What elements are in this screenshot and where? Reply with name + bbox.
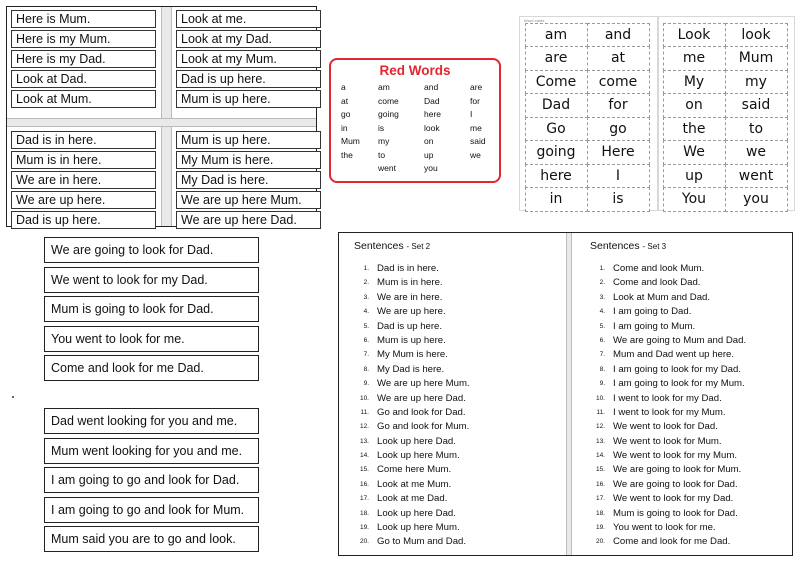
word-card: up	[663, 164, 726, 189]
sentence-strip: My Mum is here.	[176, 151, 321, 169]
sentence-text: My Dad is here.	[377, 363, 445, 375]
sentence-item	[355, 262, 470, 276]
sentence-text: Look up here Dad.	[377, 507, 456, 519]
sentence-number: 17.	[595, 495, 605, 503]
long-sentence-strip: Mum is going to look for Dad.	[44, 296, 259, 322]
sentence-number: 7.	[363, 351, 369, 359]
sentence-text: Look up here Dad.	[377, 435, 456, 447]
long-sentence-strip: Mum went looking for you and me.	[44, 438, 259, 464]
sentence-item	[355, 348, 470, 362]
red-word: is	[378, 122, 385, 133]
word-card: go	[587, 117, 650, 142]
sentence-item	[591, 406, 746, 420]
sentence-text: Come and look Dad.	[613, 277, 701, 289]
sentence-number: 10.	[595, 394, 605, 402]
sentence-number: 16.	[359, 480, 369, 488]
sentence-number: 14.	[595, 452, 605, 460]
red-word: said	[470, 136, 486, 146]
word-card: went	[725, 164, 788, 189]
red-word: we	[470, 149, 481, 160]
sentence-item	[355, 478, 470, 492]
sentence-number: 19.	[359, 524, 369, 532]
sentence-text: Mum is in here.	[377, 277, 443, 289]
word-card: for	[587, 93, 650, 118]
sentence-text: Look at me Mum.	[377, 478, 452, 490]
red-words-grid	[341, 82, 496, 177]
word-card: look	[725, 23, 788, 48]
long-sentence-strip: I am going to go and look for Dad.	[44, 467, 259, 493]
word-card: to	[725, 117, 788, 142]
sentence-text: Go and look for Mum.	[377, 421, 470, 433]
word-card: my	[725, 70, 788, 95]
sentence-text: I am going to Mum.	[613, 320, 696, 332]
red-word: look	[424, 122, 440, 133]
sentence-item	[355, 334, 470, 348]
sentence-item	[355, 276, 470, 290]
sentence-text: Mum is going to look for Dad.	[613, 507, 738, 519]
sentence-item	[355, 521, 470, 535]
sentence-item	[355, 420, 470, 434]
red-word	[341, 163, 378, 177]
sentences-set3-list	[591, 262, 746, 550]
sentence-text: My Mum is here.	[377, 349, 448, 361]
sentence-text: We went to look for Dad.	[613, 421, 718, 433]
sentence-item	[355, 392, 470, 406]
word-card: come	[587, 70, 650, 95]
sentence-number: 15.	[595, 466, 605, 474]
sheet-gutter-vertical	[161, 7, 172, 226]
sentence-text: Look up here Mum.	[377, 450, 460, 462]
sentence-text: I went to look for my Dad.	[613, 392, 722, 404]
sentence-item	[355, 363, 470, 377]
sentence-strip: Dad is up here.	[11, 211, 156, 229]
sentence-item	[591, 392, 746, 406]
long-sentence-strip: I am going to go and look for Mum.	[44, 497, 259, 523]
sentence-text: Come and look Mum.	[613, 263, 705, 274]
sentence-item	[355, 291, 470, 305]
red-word: for	[470, 95, 480, 106]
red-word: went	[378, 163, 396, 173]
sentence-item	[591, 334, 746, 348]
sentence-item	[355, 535, 470, 549]
red-word: up	[424, 149, 434, 160]
red-word: at	[341, 95, 349, 106]
sentence-number: 18.	[359, 509, 369, 517]
sentence-text: Dad is up here.	[377, 320, 443, 332]
sentence-item	[591, 463, 746, 477]
sentence-number: 9.	[599, 380, 605, 388]
sentence-number: 2.	[363, 279, 369, 287]
sentence-number: 3.	[599, 293, 605, 301]
sentence-text: Go to Mum and Dad.	[377, 536, 467, 548]
sentence-number: 15.	[359, 466, 369, 474]
sentence-item	[591, 521, 746, 535]
sentence-number: 5.	[363, 322, 369, 330]
sentence-number: 6.	[363, 336, 369, 344]
sentence-number: 12.	[359, 423, 369, 431]
sentence-strip: Mum is up here.	[176, 131, 321, 149]
red-word: me	[470, 122, 482, 133]
sentence-strip: Dad is up here.	[176, 70, 321, 88]
sentence-text: We are up here Dad.	[377, 392, 466, 404]
sentence-strip: Mum is in here.	[11, 151, 156, 169]
red-word: to	[378, 149, 386, 160]
sentence-text: We are going to look for Dad.	[613, 478, 738, 490]
long-sentence-strip: We are going to look for Dad.	[44, 237, 259, 263]
sentence-strip: Mum is up here.	[176, 90, 321, 108]
long-sentence-strip: We went to look for my Dad.	[44, 267, 259, 293]
sentence-number: 5.	[599, 322, 605, 330]
word-card: Here	[587, 140, 650, 165]
sentence-strip: Here is my Dad.	[11, 50, 156, 68]
sentence-text: Look at me Dad.	[377, 493, 448, 505]
sentence-number: 13.	[359, 437, 369, 445]
red-words-card	[329, 58, 501, 183]
long-sentence-strip: Come and look for me Dad.	[44, 355, 259, 381]
long-sentence-strip: You went to look for me.	[44, 326, 259, 352]
sentence-item	[591, 535, 746, 549]
word-card: and	[587, 23, 650, 48]
word-card: you	[725, 187, 788, 212]
stray-mark	[12, 396, 14, 398]
word-cards-sheet-1	[519, 16, 658, 211]
sentence-number: 1.	[363, 265, 369, 272]
word-card: You	[663, 187, 726, 212]
sentence-number: 20.	[359, 538, 369, 546]
sentence-number: 11.	[596, 408, 605, 416]
sentence-strip: Look at Mum.	[11, 90, 156, 108]
sheet-gutter-horizontal	[7, 118, 316, 127]
sentence-item	[355, 449, 470, 463]
word-card: on	[663, 93, 726, 118]
sentence-number: 9.	[363, 380, 369, 388]
word-card: I	[587, 164, 650, 189]
sentence-item	[355, 463, 470, 477]
sentence-item	[355, 435, 470, 449]
set2-title: Sentences	[354, 240, 404, 252]
sentence-text: Look at Mum and Dad.	[613, 291, 711, 303]
sentence-number: 17.	[359, 495, 369, 503]
sentence-strip: Here is my Mum.	[11, 30, 156, 48]
sentence-text: We are up here.	[377, 306, 446, 318]
sentence-item	[591, 449, 746, 463]
sentence-text: We went to look for my Mum.	[613, 450, 738, 462]
word-card: in	[525, 187, 588, 212]
word-cards-label: Word cards	[524, 18, 545, 23]
word-card: here	[525, 164, 588, 189]
sentence-item	[355, 377, 470, 391]
sentence-item	[355, 507, 470, 521]
word-card: Mum	[725, 46, 788, 71]
sentence-number: 13.	[595, 437, 605, 445]
sentence-number: 4.	[599, 308, 605, 316]
word-card: me	[663, 46, 726, 71]
set3-label: - Set 3	[642, 242, 667, 251]
sentences-set2-list	[355, 262, 470, 550]
word-card: We	[663, 140, 726, 165]
sentence-item	[591, 291, 746, 305]
sentence-text: Mum is up here.	[377, 334, 446, 346]
set3-title: Sentences	[590, 240, 640, 252]
word-card: My	[663, 70, 726, 95]
red-word	[470, 163, 496, 177]
sentence-text: You went to look for me.	[613, 522, 716, 534]
sentence-text: Come here Mum.	[377, 464, 452, 476]
sentence-text: We are going to Mum and Dad.	[613, 334, 747, 346]
red-word: my	[378, 136, 390, 146]
word-card: the	[663, 117, 726, 142]
sentence-item	[591, 492, 746, 506]
word-card: Go	[525, 117, 588, 142]
word-card: at	[587, 46, 650, 71]
sentence-number: 2.	[599, 279, 605, 287]
sentence-item	[591, 348, 746, 362]
word-card: are	[525, 46, 588, 71]
sentences-set3-heading	[590, 240, 666, 252]
sentence-item	[355, 320, 470, 334]
sentence-strip-sheet	[6, 6, 317, 227]
sentence-item	[591, 305, 746, 319]
red-word: Mum	[341, 136, 360, 146]
sentence-number: 12.	[595, 423, 605, 431]
sentence-number: 19.	[595, 524, 605, 532]
word-card: am	[525, 23, 588, 48]
sentence-item	[591, 262, 746, 276]
red-word: going	[378, 109, 399, 119]
sentence-number: 18.	[595, 509, 605, 517]
red-word: here	[424, 109, 442, 119]
sentence-item	[591, 435, 746, 449]
sentence-strip: We are up here Dad.	[176, 211, 321, 229]
sentence-text: We went to look for my Dad.	[613, 493, 734, 505]
sentence-number: 3.	[363, 293, 369, 301]
sentences-sheet	[338, 232, 793, 556]
sentence-item	[591, 420, 746, 434]
sentence-text: We are going to look for Mum.	[613, 464, 742, 476]
sentence-item	[591, 377, 746, 391]
red-word: I	[470, 109, 473, 119]
word-card: going	[525, 140, 588, 165]
sentence-item	[591, 363, 746, 377]
sentence-number: 7.	[599, 351, 605, 359]
red-word: come	[378, 95, 399, 106]
long-sentence-strip: Mum said you are to go and look.	[44, 526, 259, 552]
word-card: Look	[663, 23, 726, 48]
sentence-text: Come and look for me Dad.	[613, 536, 731, 548]
sentence-number: 4.	[363, 308, 369, 316]
sentence-item	[591, 276, 746, 290]
sentence-item	[355, 305, 470, 319]
sentence-number: 10.	[359, 394, 369, 402]
sentence-text: We are in here.	[377, 291, 443, 303]
sentence-text: I went to look for my Mum.	[613, 406, 726, 418]
word-card: we	[725, 140, 788, 165]
sentence-text: I am going to Dad.	[613, 306, 692, 318]
sentence-text: We went to look for Mum.	[613, 435, 722, 447]
sentence-text: Go and look for Dad.	[377, 406, 466, 418]
word-card: is	[587, 187, 650, 212]
sentence-number: 8.	[599, 365, 605, 373]
word-card: Dad	[525, 93, 588, 118]
sentence-number: 8.	[363, 365, 369, 373]
sentence-text: I am going to look for my Mum.	[613, 378, 745, 390]
sentence-item	[591, 507, 746, 521]
red-word: Dad	[424, 95, 440, 106]
sentence-strip: Look at my Mum.	[176, 50, 321, 68]
word-card: Come	[525, 70, 588, 95]
red-word: you	[424, 163, 438, 173]
sentence-number: 14.	[359, 452, 369, 460]
red-word: in	[341, 122, 348, 133]
sentence-item	[591, 320, 746, 334]
sentence-item	[355, 406, 470, 420]
sentence-strip: We are up here.	[11, 191, 156, 209]
word-card: said	[725, 93, 788, 118]
red-word: the	[341, 149, 353, 160]
red-word: on	[424, 136, 434, 146]
sentence-strip: Here is Mum.	[11, 10, 156, 28]
sentence-strip: We are in here.	[11, 171, 156, 189]
red-word: a	[341, 82, 346, 92]
sentence-strip: Dad is in here.	[11, 131, 156, 149]
red-word: am	[378, 82, 390, 92]
word-cards-sheet-2	[658, 16, 795, 211]
sentences-set2-heading	[354, 240, 430, 252]
sentence-item	[591, 478, 746, 492]
sentence-text: Mum and Dad went up here.	[613, 349, 735, 361]
sentence-number: 20.	[595, 538, 605, 546]
red-word: are	[470, 82, 483, 92]
sentence-strip: My Dad is here.	[176, 171, 321, 189]
sentence-text: Dad is in here.	[377, 263, 439, 274]
long-sentence-strip: Dad went looking for you and me.	[44, 408, 259, 434]
red-word: go	[341, 109, 351, 119]
sentence-strip: We are up here Mum.	[176, 191, 321, 209]
sentences-column-divider	[566, 233, 572, 555]
red-word: and	[424, 82, 439, 92]
sentence-item	[355, 492, 470, 506]
sentence-text: I am going to look for my Dad.	[613, 363, 741, 375]
sentence-number: 11.	[360, 408, 369, 416]
sentence-number: 16.	[595, 480, 605, 488]
sentence-strip: Look at me.	[176, 10, 321, 28]
set2-label: - Set 2	[406, 242, 431, 251]
red-words-title: Red Words	[379, 63, 451, 78]
sentence-text: We are up here Mum.	[377, 378, 470, 390]
sentence-text: Look up here Mum.	[377, 522, 460, 534]
sentence-strip: Look at Dad.	[11, 70, 156, 88]
sentence-strip: Look at my Dad.	[176, 30, 321, 48]
sentence-number: 6.	[599, 336, 605, 344]
sentence-number: 1.	[599, 265, 605, 272]
